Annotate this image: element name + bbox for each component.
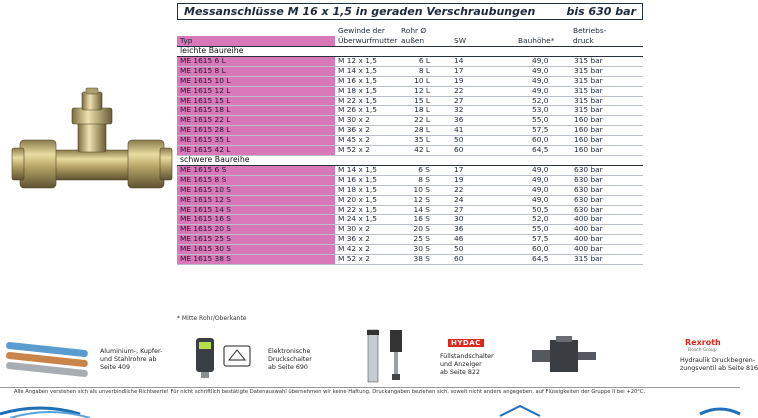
cell-typ: ME 1615 22 L [177, 116, 335, 126]
cell-rohr: 15 L [398, 96, 448, 106]
col-header-gewinde-2: Überwurfmutter [335, 36, 398, 47]
divider [0, 387, 740, 388]
cell-sw: 27 [448, 205, 508, 215]
cell-druck: 630 bar [570, 195, 643, 205]
cell-sw: 41 [448, 126, 508, 136]
col-header-bauhoehe: Bauhöhe* [508, 36, 570, 47]
cell-rohr: 22 L [398, 116, 448, 126]
table-row [177, 66, 643, 76]
cell-typ: ME 1615 20 S [177, 225, 335, 235]
product-table [177, 26, 643, 265]
cell-gewinde: M 22 x 1,5 [335, 205, 398, 215]
cell-typ: ME 1615 18 L [177, 106, 335, 116]
cell-rohr: 16 S [398, 215, 448, 225]
table-row [177, 76, 643, 86]
table-row [177, 175, 643, 185]
cell-rohr: 20 S [398, 225, 448, 235]
table-row [177, 225, 643, 235]
cell-rohr: 38 S [398, 255, 448, 265]
reference-tubes: Aluminium-, Kupfer- und Stahlrohre ab Seite 409 [100, 348, 163, 371]
col-header-betriebs-2: druck [570, 36, 643, 47]
col-header-betriebs-1: Betriebs- [573, 26, 607, 35]
cell-bauhoehe: 49,0 [508, 185, 570, 195]
cell-druck: 315 bar [570, 56, 643, 66]
bosch-group-label: Bosch Group [688, 348, 717, 353]
cell-typ: ME 1615 6 L [177, 56, 335, 66]
cell-typ: ME 1615 28 L [177, 126, 335, 136]
col-header-gewinde-1: Gewinde der [338, 26, 385, 35]
cell-bauhoehe: 64,5 [508, 146, 570, 156]
cell-bauhoehe: 49,0 [508, 66, 570, 76]
cell-sw: 60 [448, 255, 508, 265]
cell-bauhoehe: 49,0 [508, 175, 570, 185]
cell-druck: 315 bar [570, 66, 643, 76]
cell-rohr: 18 L [398, 106, 448, 116]
cell-druck: 400 bar [570, 225, 643, 235]
cell-sw: 50 [448, 245, 508, 255]
table-row [177, 126, 643, 136]
cell-bauhoehe: 49,0 [508, 56, 570, 66]
table-header-row-2 [177, 36, 643, 47]
cell-typ: ME 1615 14 S [177, 205, 335, 215]
cell-gewinde: M 14 x 1,5 [335, 66, 398, 76]
cell-bauhoehe: 49,0 [508, 165, 570, 175]
cell-sw: 50 [448, 136, 508, 146]
cell-typ: ME 1615 30 S [177, 245, 335, 255]
cell-sw: 32 [448, 106, 508, 116]
cell-rohr: 25 S [398, 235, 448, 245]
cell-gewinde: M 18 x 1,5 [335, 86, 398, 96]
cell-gewinde: M 26 x 1,5 [335, 106, 398, 116]
cell-gewinde: M 30 x 2 [335, 116, 398, 126]
cell-rohr: 12 S [398, 195, 448, 205]
table-row [177, 185, 643, 195]
cell-druck: 630 bar [570, 185, 643, 195]
cell-sw: 14 [448, 56, 508, 66]
pressure-valve-image [528, 334, 600, 378]
cell-gewinde: M 45 x 2 [335, 136, 398, 146]
cell-sw: 36 [448, 116, 508, 126]
cell-druck: 160 bar [570, 116, 643, 126]
cell-sw: 60 [448, 146, 508, 156]
cell-druck: 160 bar [570, 136, 643, 146]
pipes-image [6, 342, 88, 382]
cell-bauhoehe: 57,5 [508, 235, 570, 245]
cell-sw: 27 [448, 96, 508, 106]
cell-bauhoehe: 60,0 [508, 136, 570, 146]
cell-typ: ME 1615 15 L [177, 96, 335, 106]
table-header-row-1 [177, 26, 643, 36]
cell-bauhoehe: 52,0 [508, 215, 570, 225]
cell-typ: ME 1615 12 S [177, 195, 335, 205]
cell-sw: 24 [448, 195, 508, 205]
page-title: Messanschlüsse M 16 x 1,5 in geraden Verschraubungen [184, 5, 536, 18]
table-row [177, 56, 643, 66]
cell-rohr: 6 L [398, 56, 448, 66]
cell-gewinde: M 52 x 2 [335, 255, 398, 265]
cell-druck: 315 bar [570, 86, 643, 96]
cell-druck: 315 bar [570, 255, 643, 265]
group-header-row [177, 47, 643, 57]
cell-rohr: 28 L [398, 126, 448, 136]
cell-bauhoehe: 55,0 [508, 225, 570, 235]
cell-gewinde: M 22 x 1,5 [335, 96, 398, 106]
cell-druck: 315 bar [570, 96, 643, 106]
level-switch-image [360, 328, 420, 382]
cell-rohr: 10 S [398, 185, 448, 195]
col-header-rohr-2: außen [398, 36, 448, 47]
disclaimer: Alle Angaben verstehen sich als unverbindliche Richtwerte! Für nicht schriftlich bestätigte Datenauswahl übernehmen wir keine Haftung. Druckangaben beziehen sich, soweit nicht anders angegeben, auf Flüssigkeiten der Gruppe II bei +20°C. [14, 389, 646, 395]
table-row [177, 116, 643, 126]
cell-typ: ME 1615 25 S [177, 235, 335, 245]
title-bar [177, 3, 643, 20]
cell-sw: 36 [448, 225, 508, 235]
cell-bauhoehe: 64,5 [508, 255, 570, 265]
cell-druck: 160 bar [570, 126, 643, 136]
cell-druck: 400 bar [570, 215, 643, 225]
reference-strip [0, 328, 758, 382]
cell-bauhoehe: 50,5 [508, 205, 570, 215]
cell-sw: 19 [448, 76, 508, 86]
cell-bauhoehe: 52,0 [508, 96, 570, 106]
cell-sw: 46 [448, 235, 508, 245]
cell-gewinde: M 18 x 1,5 [335, 185, 398, 195]
cell-bauhoehe: 49,0 [508, 76, 570, 86]
cell-druck: 400 bar [570, 245, 643, 255]
cell-rohr: 8 L [398, 66, 448, 76]
cell-druck: 400 bar [570, 235, 643, 245]
hydac-logo: HYDAC [448, 339, 484, 347]
fitting-product-photo [12, 88, 172, 208]
pressure-rating: bis 630 bar [566, 5, 636, 18]
cell-typ: ME 1615 35 L [177, 136, 335, 146]
reference-level-switch: Füllstandschalter und Anzeiger ab Seite 822 [440, 353, 494, 376]
table-row [177, 136, 643, 146]
cell-bauhoehe: 60,0 [508, 245, 570, 255]
cell-gewinde: M 16 x 1,5 [335, 175, 398, 185]
table-row [177, 255, 643, 265]
cell-bauhoehe: 57,5 [508, 126, 570, 136]
cell-typ: ME 1615 10 L [177, 76, 335, 86]
cell-sw: 22 [448, 185, 508, 195]
cell-gewinde: M 42 x 2 [335, 245, 398, 255]
cell-bauhoehe: 49,0 [508, 195, 570, 205]
cell-typ: ME 1615 38 S [177, 255, 335, 265]
table-body [177, 47, 643, 265]
cell-druck: 160 bar [570, 146, 643, 156]
cell-gewinde: M 52 x 2 [335, 146, 398, 156]
cell-druck: 630 bar [570, 175, 643, 185]
cell-typ: ME 1615 10 S [177, 185, 335, 195]
cell-sw: 19 [448, 175, 508, 185]
cell-sw: 22 [448, 86, 508, 96]
cell-rohr: 42 L [398, 146, 448, 156]
table-row [177, 215, 643, 225]
cell-gewinde: M 16 x 1,5 [335, 76, 398, 86]
cell-gewinde: M 30 x 2 [335, 225, 398, 235]
cell-druck: 315 bar [570, 76, 643, 86]
cell-druck: 315 bar [570, 106, 643, 116]
group-label: leichte Baureihe [177, 47, 643, 57]
cell-rohr: 8 S [398, 175, 448, 185]
table-row [177, 106, 643, 116]
cell-gewinde: M 36 x 2 [335, 235, 398, 245]
cell-rohr: 12 L [398, 86, 448, 96]
table-row [177, 235, 643, 245]
group-label: schwere Baureihe [177, 155, 643, 165]
reference-pressure-switch: Elektronische Druckschalter ab Seite 690 [268, 348, 312, 371]
table-row [177, 146, 643, 156]
col-header-typ: Typ [177, 36, 335, 47]
table-row [177, 245, 643, 255]
table-row [177, 195, 643, 205]
cell-gewinde: M 14 x 1,5 [335, 165, 398, 175]
cell-druck: 630 bar [570, 205, 643, 215]
group-header-row [177, 155, 643, 165]
cell-typ: ME 1615 16 S [177, 215, 335, 225]
table-row [177, 96, 643, 106]
reference-valve: Hydraulik Druckbegren- zungsventil ab Seite 816 [680, 357, 758, 372]
cell-typ: ME 1615 6 S [177, 165, 335, 175]
cell-rohr: 6 S [398, 165, 448, 175]
cell-rohr: 10 L [398, 76, 448, 86]
cell-rohr: 30 S [398, 245, 448, 255]
rexroth-logo: Rexroth [685, 338, 721, 347]
cell-bauhoehe: 53,0 [508, 106, 570, 116]
cell-rohr: 14 S [398, 205, 448, 215]
col-header-rohr-1: Rohr Ø [401, 26, 427, 35]
table-row [177, 205, 643, 215]
footnote: * Mitte Rohr/Oberkante [177, 315, 247, 322]
cell-typ: ME 1615 12 L [177, 86, 335, 96]
cell-bauhoehe: 49,0 [508, 86, 570, 96]
cell-sw: 17 [448, 66, 508, 76]
cell-sw: 17 [448, 165, 508, 175]
cell-typ: ME 1615 8 L [177, 66, 335, 76]
cell-gewinde: M 24 x 1,5 [335, 215, 398, 225]
cell-sw: 30 [448, 215, 508, 225]
cell-bauhoehe: 55,0 [508, 116, 570, 126]
cell-druck: 630 bar [570, 165, 643, 175]
bottom-decor-band [0, 400, 740, 418]
col-header-sw: SW [448, 36, 508, 47]
cell-gewinde: M 36 x 2 [335, 126, 398, 136]
table-row [177, 165, 643, 175]
cell-typ: ME 1615 8 S [177, 175, 335, 185]
cell-gewinde: M 12 x 1,5 [335, 56, 398, 66]
pressure-switch-image [192, 334, 262, 378]
table-row [177, 86, 643, 96]
cell-gewinde: M 20 x 1,5 [335, 195, 398, 205]
cell-rohr: 35 L [398, 136, 448, 146]
cell-typ: ME 1615 42 L [177, 146, 335, 156]
